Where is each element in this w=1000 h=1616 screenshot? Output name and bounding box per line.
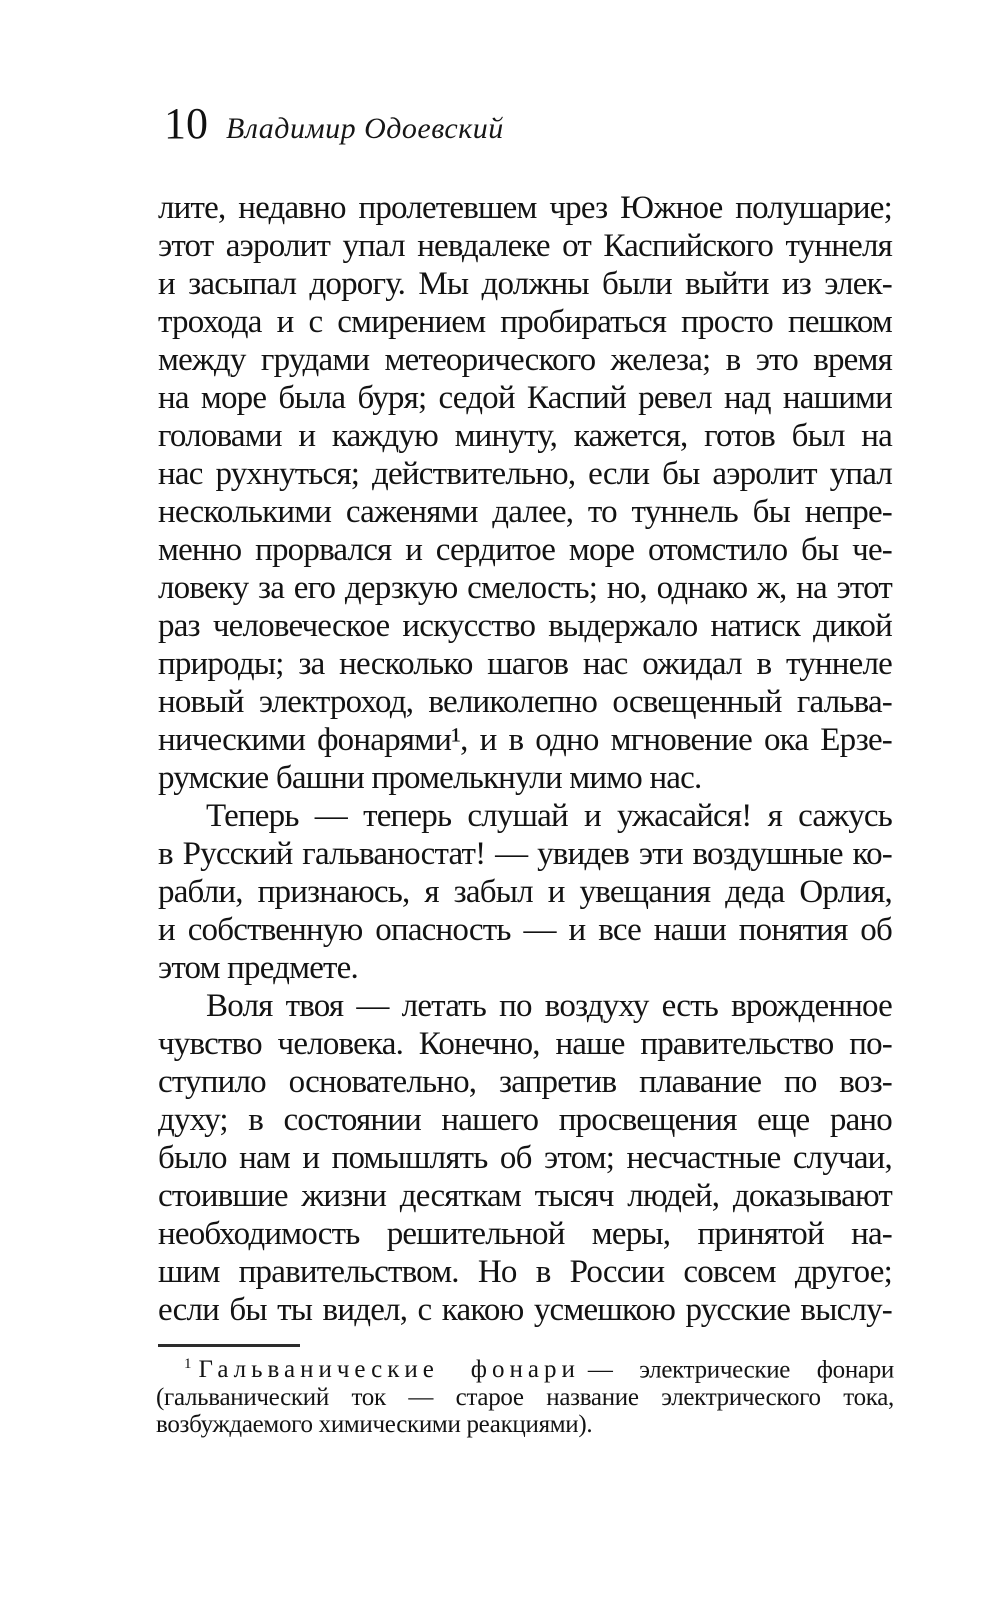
text-line: румские башни промелькнули мимо нас. [158,760,702,796]
footnote-separator-rule [158,1344,300,1347]
page-number: 10 [164,99,208,148]
text-line: на море была буря; седой Каспий ревел над нашими [158,380,892,416]
text-line: если бы ты видел, с какою усмешкою русские выслу- [158,1292,892,1328]
text-line: необходимость решительной меры, принятой на- [158,1216,892,1252]
body-text [158,189,892,1329]
paragraph-continuation [158,189,892,797]
author-name: Владимир Одоевский [226,112,504,145]
running-header [164,100,504,148]
text-line: и собственную опасность — и все наши понятия об [158,912,892,948]
text-line: трохода и с смирением пробираться просто пешком [158,304,892,340]
footnote-line [156,1351,894,1384]
text-line: менно прорвался и сердитое море отомстило бы че- [158,532,892,568]
text-line: чувство человека. Конечно, наше правительство по- [158,1026,892,1062]
footnote-term: Гальванические фонари [198,1356,580,1384]
text-line: природы; за несколько шагов нас ожидал в туннеле [158,646,892,682]
text-line: между грудами метеорического железа; в это время [158,342,892,378]
footnote-line: возбуждаемого химическими реакциями). [156,1411,593,1439]
text-line: раз человеческое искусство выдержало натиск дикой [158,608,892,644]
text-line: лите, недавно пролетевшем чрез Южное полушарие; [158,190,892,226]
footnote-line: (гальванический ток — старое название электрического тока, [156,1383,894,1411]
text-line: было нам и помышлять об этом; несчастные случаи, [158,1140,892,1176]
text-line: шим правительством. Но в России совсем другое; [158,1254,892,1290]
text-line: рабли, признаюсь, я забыл и увещания деда Орлия, [158,874,892,910]
text-line: ловеку за его дерзкую смелость; но, однако ж, на этот [158,570,892,606]
text-line: этом предмете. [158,950,358,986]
text-line: духу; в состоянии нашего просвещения еще рано [158,1102,892,1138]
paragraph [158,797,892,987]
footnote-text: — электрические фонари [587,1356,894,1384]
text-line: стоившие жизни десяткам тысяч людей, доказывают [158,1178,892,1214]
text-line: головами и каждую минуту, кажется, готов был на [158,418,892,454]
footnote [156,1351,894,1439]
text-line: ступило основательно, запретив плавание по воз- [158,1064,892,1100]
paragraph [158,987,892,1329]
text-line: новый электроход, великолепно освещенный гальва- [158,684,892,720]
text-line: в Русский гальваностат! — увидев эти воздушные ко- [158,836,892,872]
text-line: нас рухнуться; действительно, если бы аэролит упал [158,456,892,492]
text-line: этот аэролит упал невдалеке от Каспийского туннеля [158,228,892,264]
text-line: Теперь — теперь слушай и ужасайся! я сажусь [206,798,892,834]
text-line: и засыпал дорогу. Мы должны были выйти из элек- [158,266,892,302]
footnote-marker: 1 [184,1356,192,1372]
text-line: Воля твоя — летать по воздуху есть врожденное [206,988,892,1024]
text-line: ническими фонарями¹, и в одно мгновение ока Ерзе- [158,722,892,758]
text-line: несколькими саженями далее, то туннель бы непре- [158,494,892,530]
